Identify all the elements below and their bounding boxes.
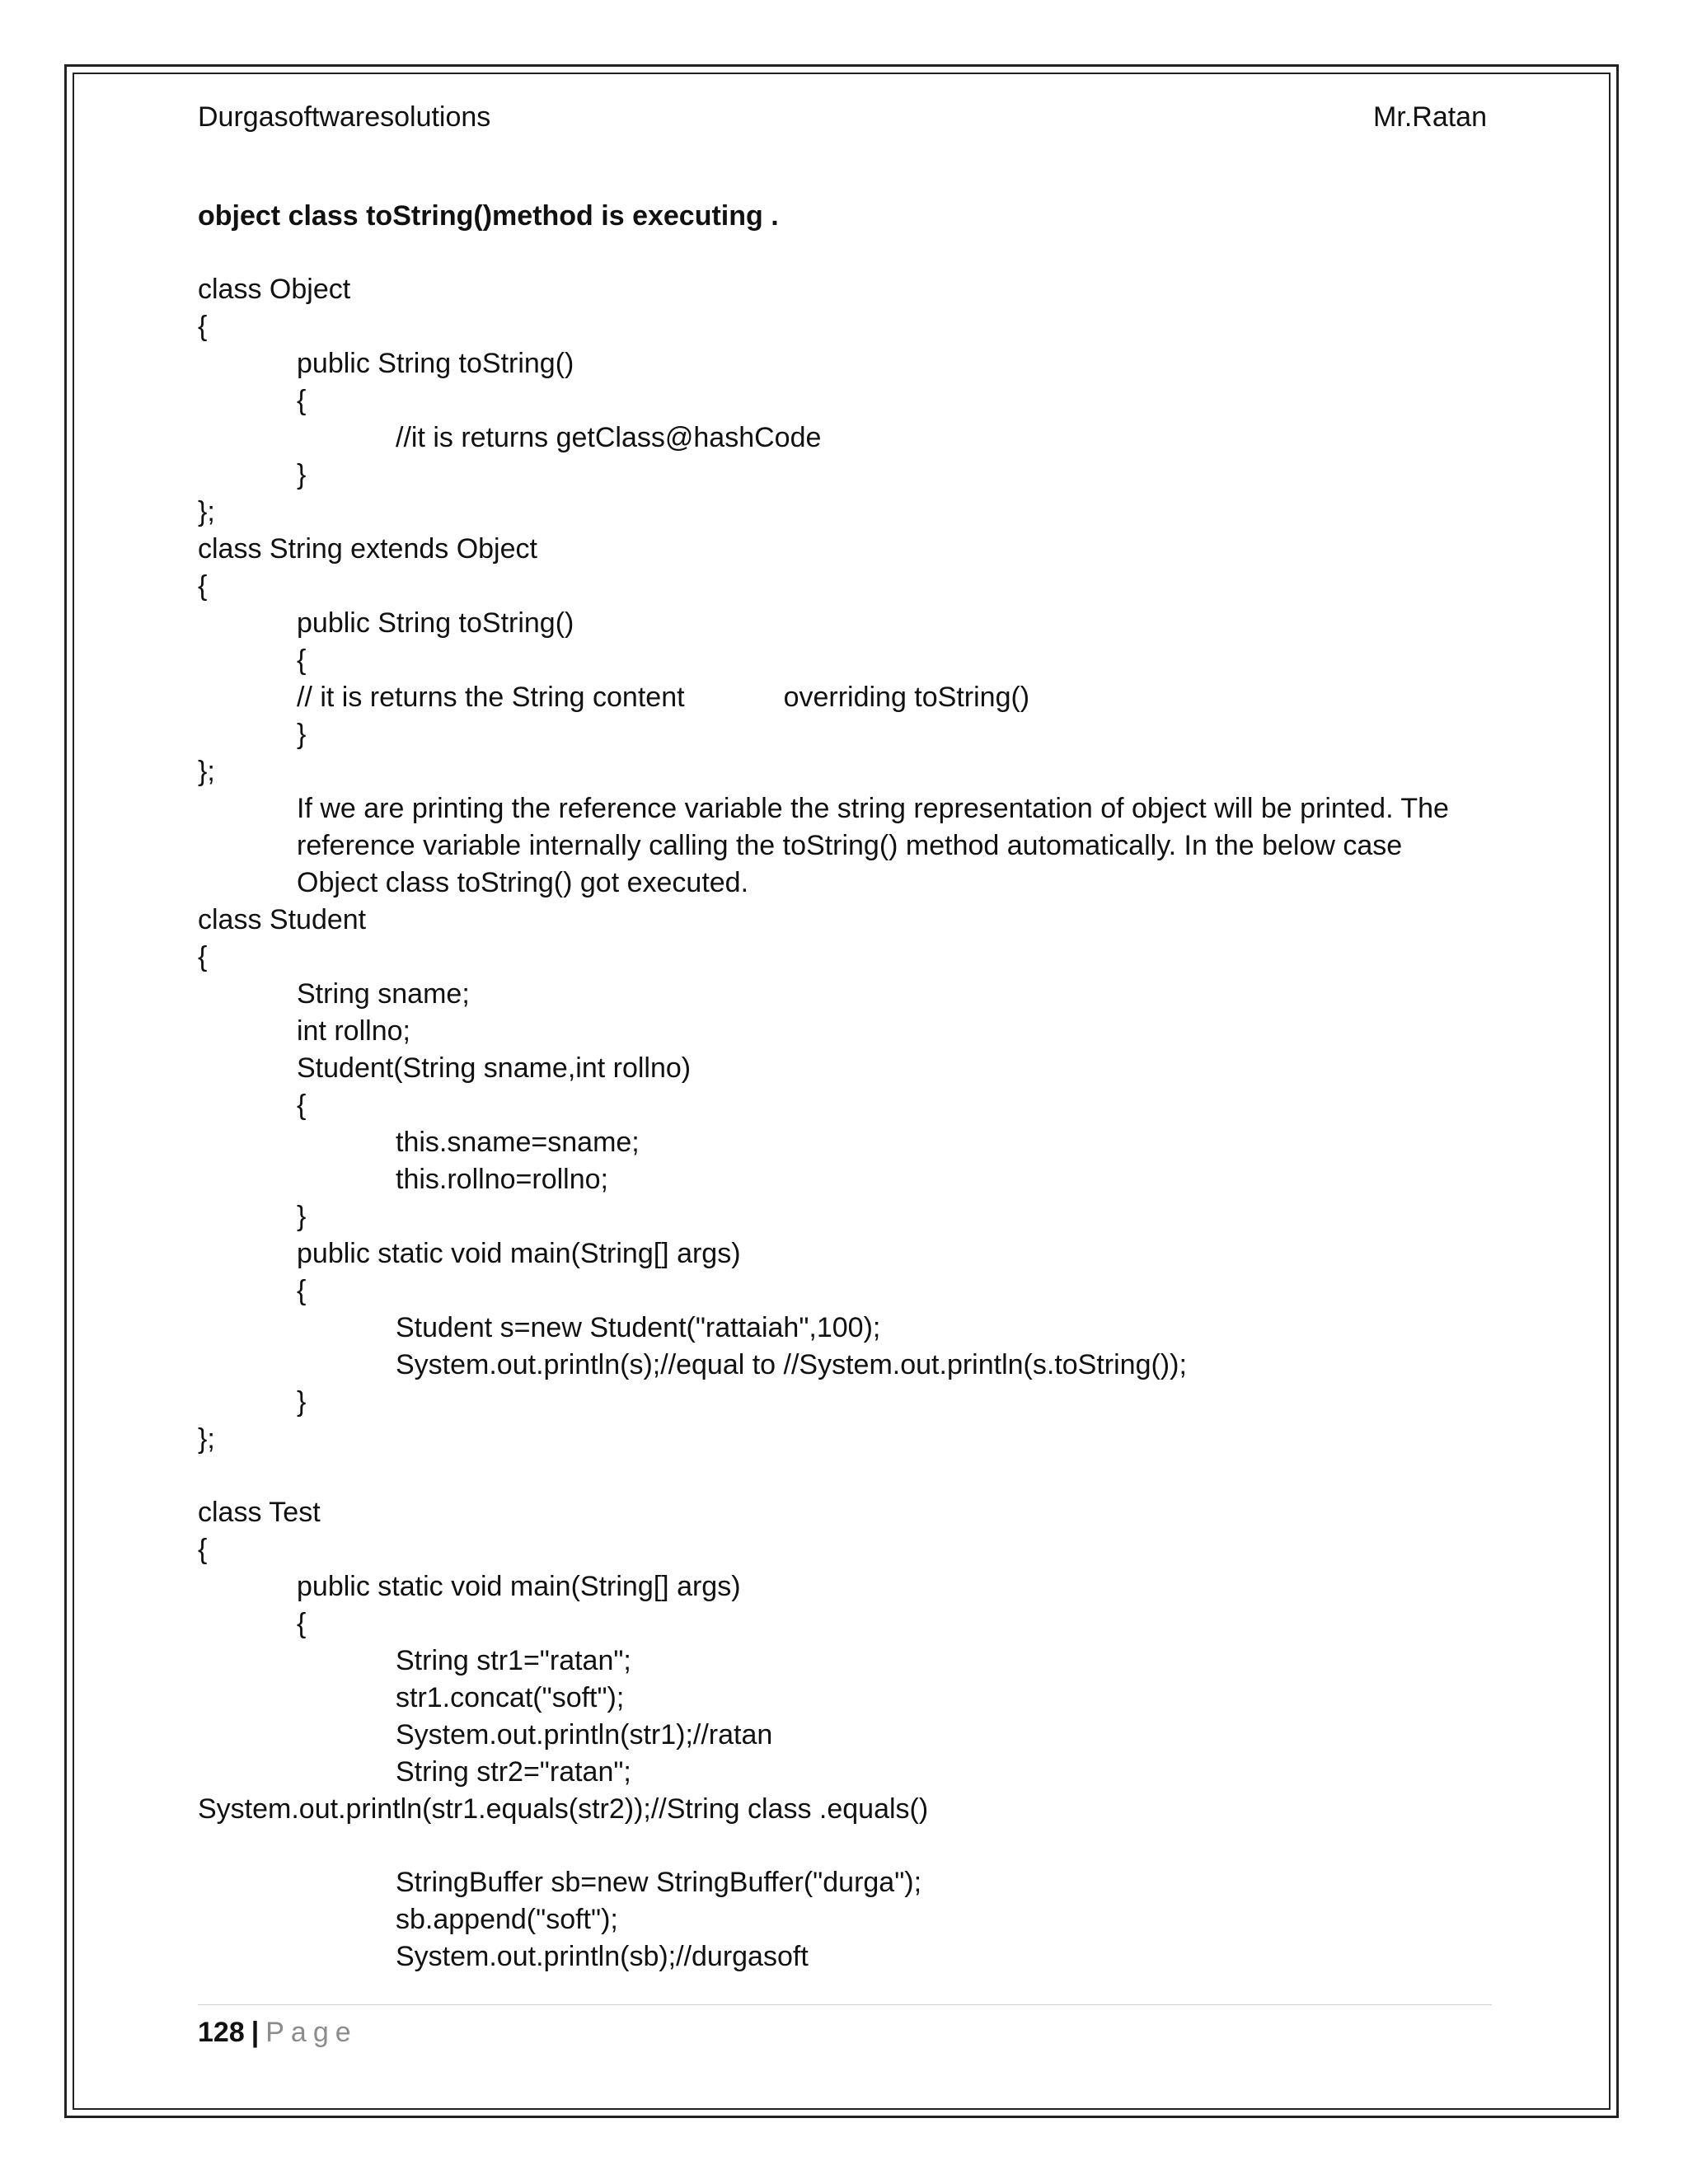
- code-line: {: [198, 311, 208, 342]
- spacer: [198, 1828, 1484, 1864]
- code-line: String sname;: [297, 978, 470, 1010]
- paragraph-line: If we are printing the reference variable the string representation of object will be printed. The: [297, 793, 1449, 824]
- code-line: sb.append("soft");: [396, 1904, 618, 1935]
- code-line: String str2="ratan";: [396, 1756, 631, 1788]
- footer-divider: [198, 2004, 1492, 2005]
- code-line: public String toString(): [297, 348, 574, 379]
- code-line: {: [297, 385, 307, 416]
- code-line: str1.concat("soft");: [396, 1682, 625, 1713]
- code-line-with-annotation: [198, 679, 1484, 716]
- code-line: {: [198, 570, 208, 602]
- code-line: class Object: [198, 274, 351, 305]
- header-author: Mr.Ratan: [1373, 101, 1487, 133]
- code-line: {: [297, 644, 307, 676]
- code-line: {: [198, 941, 208, 972]
- spacer: [198, 235, 1484, 271]
- page-content: [198, 198, 1484, 1975]
- code-line: public static void main(String[] args): [297, 1571, 741, 1602]
- code-line: this.sname=sname;: [396, 1127, 640, 1158]
- code-line: {: [297, 1090, 307, 1121]
- code-line: };: [198, 1423, 215, 1455]
- override-annotation: overriding toString(): [783, 682, 1030, 713]
- code-line: System.out.println(str1.equals(str2));//String class .equals(): [198, 1793, 929, 1825]
- explanation-paragraph: [198, 790, 1517, 902]
- code-line: }: [297, 719, 307, 750]
- code-line: {: [297, 1275, 307, 1306]
- code-line: System.out.println(s);//equal to //System.out.println(s.toString());: [396, 1349, 1187, 1380]
- code-line: };: [198, 496, 215, 527]
- code-line: {: [297, 1608, 307, 1639]
- code-line: System.out.println(sb);//durgasoft: [396, 1941, 809, 1972]
- code-line: this.rollno=rollno;: [396, 1164, 608, 1195]
- code-line: int rollno;: [297, 1015, 410, 1047]
- code-line: }: [297, 1386, 307, 1418]
- code-line: public String toString(): [297, 607, 574, 639]
- page-footer: [198, 2014, 358, 2050]
- code-line: class Student: [198, 904, 367, 935]
- code-line: };: [198, 756, 215, 787]
- page-number: 128: [198, 2017, 245, 2048]
- code-comment: // it is returns the String content: [297, 682, 685, 713]
- code-line: System.out.println(str1);//ratan: [396, 1719, 773, 1750]
- code-line: class Test: [198, 1497, 321, 1528]
- code-line: Student s=new Student("rattaiah",100);: [396, 1312, 881, 1343]
- code-line: {: [198, 1534, 208, 1565]
- paragraph-line: Object class toString() got executed.: [297, 867, 749, 898]
- code-line: //it is returns getClass@hashCode: [396, 422, 822, 453]
- page-label: Page: [265, 2017, 358, 2048]
- code-line: public static void main(String[] args): [297, 1238, 741, 1269]
- code-line: Student(String sname,int rollno): [297, 1052, 692, 1084]
- footer-separator: |: [251, 2017, 260, 2048]
- code-line: StringBuffer sb=new StringBuffer("durga");: [396, 1867, 922, 1898]
- code-line: String str1="ratan";: [396, 1645, 631, 1676]
- code-line: }: [297, 1201, 307, 1232]
- spacer: [198, 1458, 1484, 1494]
- code-line: class String extends Object: [198, 533, 537, 565]
- section-heading: object class toString()method is executing .: [198, 200, 779, 232]
- header-company: Durgasoftwaresolutions: [198, 101, 491, 133]
- paragraph-line: reference variable internally calling the toString() method automatically. In the below case: [297, 830, 1403, 861]
- code-line: }: [297, 459, 307, 490]
